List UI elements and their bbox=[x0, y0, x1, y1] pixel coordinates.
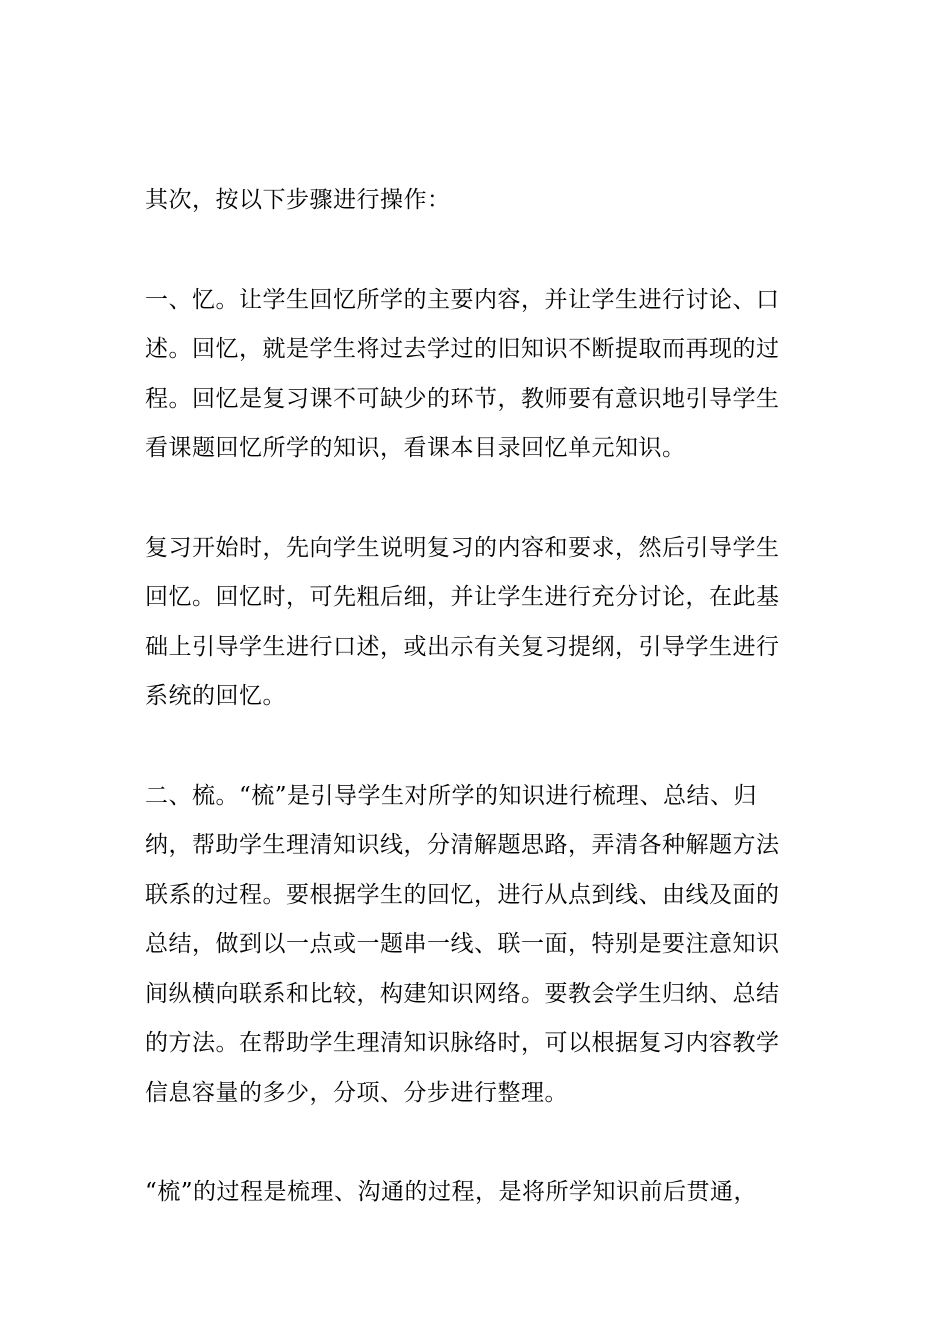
text-line: 看课题回忆所学的知识，看课本目录回忆单元知识。 bbox=[145, 435, 686, 461]
text-line: 一、忆。让学生回忆所学的主要内容，并让学生进行讨论、口 bbox=[145, 286, 780, 313]
text-line: 总结，做到以一点或一题串一线、联一面，特别是要注意知识 bbox=[145, 931, 780, 957]
text-line: 的方法。在帮助学生理清知识脉络时，可以根据复习内容教学 bbox=[145, 1030, 780, 1056]
paragraph-step-one bbox=[145, 276, 805, 474]
text-line: 复习开始时，先向学生说明复习的内容和要求，然后引导学生 bbox=[145, 534, 780, 561]
text-line: 程。回忆是复习课不可缺少的环节，教师要有意识地引导学生 bbox=[145, 385, 780, 412]
text-line: 联系的过程。要根据学生的回忆，进行从点到线、由线及面的 bbox=[145, 881, 780, 908]
text-line: 间纵横向联系和比较，构建知识网络。要教会学生归纳、总结 bbox=[145, 980, 780, 1007]
paragraph-comb-process bbox=[145, 1168, 805, 1218]
paragraph-step-two bbox=[145, 772, 805, 1119]
paragraph-intro bbox=[145, 176, 805, 226]
text-line: 其次，按以下步骤进行操作： bbox=[145, 187, 451, 213]
text-line: 础上引导学生进行口述，或出示有关复习提纲，引导学生进行 bbox=[145, 633, 780, 660]
text-line: 信息容量的多少，分项、分步进行整理。 bbox=[145, 1079, 568, 1106]
text-line: 回忆。回忆时，可先粗后细，并让学生进行充分讨论，在此基 bbox=[145, 584, 780, 610]
text-line: “梳”的过程是梳理、沟通的过程，是将所学知识前后贯通， bbox=[145, 1179, 758, 1205]
document-body bbox=[145, 176, 805, 1268]
text-line: 述。回忆，就是学生将过去学过的旧知识不断提取而再现的过 bbox=[145, 336, 780, 362]
text-line: 系统的回忆。 bbox=[145, 683, 286, 709]
text-line: 二、梳。“梳”是引导学生对所学的知识进行梳理、总结、归 bbox=[145, 782, 758, 809]
text-line: 纳，帮助学生理清知识线，分清解题思路，弄清各种解题方法 bbox=[145, 832, 780, 858]
paragraph-review-start bbox=[145, 524, 805, 722]
